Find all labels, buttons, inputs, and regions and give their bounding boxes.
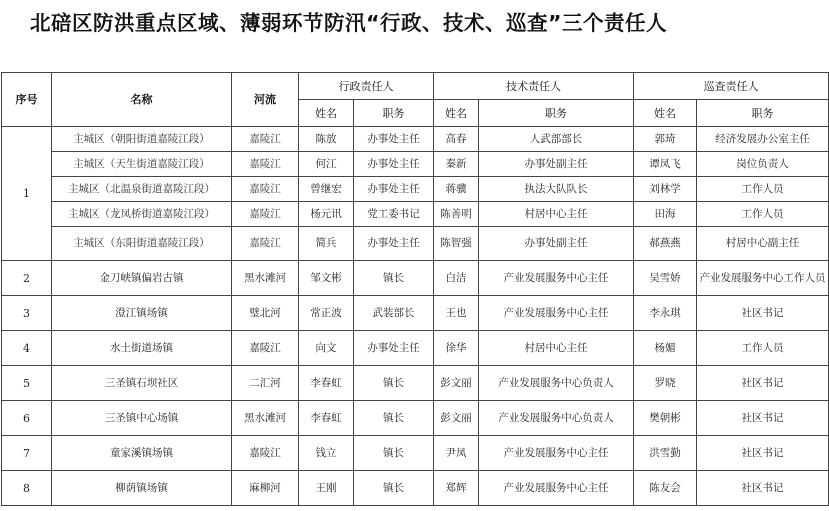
area-name: 主城区（龙凤桥街道嘉陵江段） — [52, 202, 232, 227]
area-name: 主城区（东阳街道嘉陵江段） — [52, 227, 232, 261]
admin-name: 曾继宏 — [299, 177, 354, 202]
patrol-name: 杨媚 — [634, 331, 697, 366]
tech-name: 彭文丽 — [434, 366, 479, 401]
tech-name: 陈智强 — [434, 227, 479, 261]
patrol-name: 陈友会 — [634, 471, 697, 506]
area-name: 澄江镇场镇 — [52, 296, 232, 331]
admin-name: 向文 — [299, 331, 354, 366]
admin-position: 办事处主任 — [354, 227, 434, 261]
admin-position: 党工委书记 — [354, 202, 434, 227]
area-name: 水土街道场镇 — [52, 331, 232, 366]
patrol-position: 工作人员 — [697, 202, 829, 227]
admin-position: 镇长 — [354, 401, 434, 436]
admin-position: 武装部长 — [354, 296, 434, 331]
river: 嘉陵江 — [232, 152, 299, 177]
tech-position: 产业发展服务中心负责人 — [479, 401, 634, 436]
row-index: 2 — [2, 261, 52, 296]
area-name: 三圣镇中心场镇 — [52, 401, 232, 436]
row-index: 4 — [2, 331, 52, 366]
table-row — [2, 471, 829, 506]
river: 黑水滩河 — [232, 401, 299, 436]
patrol-position: 村居中心副主任 — [697, 227, 829, 261]
patrol-position: 社区书记 — [697, 471, 829, 506]
tech-position: 产业发展服务中心主任 — [479, 471, 634, 506]
admin-name: 李春虹 — [299, 401, 354, 436]
tech-position: 人武部部长 — [479, 127, 634, 152]
table-row — [2, 227, 829, 261]
patrol-position: 社区书记 — [697, 401, 829, 436]
admin-position: 镇长 — [354, 436, 434, 471]
tech-position: 产业发展服务中心主任 — [479, 296, 634, 331]
admin-name: 杨元讯 — [299, 202, 354, 227]
admin-name: 邹文彬 — [299, 261, 354, 296]
header-tech-group: 技术责任人 — [434, 73, 634, 100]
table-row — [2, 401, 829, 436]
tech-name: 白洁 — [434, 261, 479, 296]
patrol-position: 社区书记 — [697, 366, 829, 401]
row-index: 7 — [2, 436, 52, 471]
patrol-position: 社区书记 — [697, 296, 829, 331]
admin-position: 镇长 — [354, 366, 434, 401]
table-row — [2, 436, 829, 471]
tech-name: 王也 — [434, 296, 479, 331]
admin-position: 办事处主任 — [354, 127, 434, 152]
tech-name: 郑辉 — [434, 471, 479, 506]
admin-name: 李春虹 — [299, 366, 354, 401]
header-name: 名称 — [52, 73, 232, 127]
patrol-position: 岗位负责人 — [697, 152, 829, 177]
patrol-name: 罗晓 — [634, 366, 697, 401]
tech-name: 陈善明 — [434, 202, 479, 227]
tech-position: 执法大队队长 — [479, 177, 634, 202]
area-name: 主城区（天生街道嘉陵江段） — [52, 152, 232, 177]
admin-position: 镇长 — [354, 261, 434, 296]
header-patrol-group: 巡查责任人 — [634, 73, 829, 100]
admin-name: 简兵 — [299, 227, 354, 261]
patrol-name: 谭凤飞 — [634, 152, 697, 177]
row-index: 1 — [2, 127, 52, 261]
table-row — [2, 331, 829, 366]
admin-name: 何江 — [299, 152, 354, 177]
header-tech-name: 姓名 — [434, 100, 479, 127]
admin-name: 常正波 — [299, 296, 354, 331]
river: 嘉陵江 — [232, 202, 299, 227]
tech-position: 产业发展服务中心负责人 — [479, 366, 634, 401]
river: 黑水滩河 — [232, 261, 299, 296]
tech-name: 高春 — [434, 127, 479, 152]
tech-name: 尹凤 — [434, 436, 479, 471]
admin-name: 陈放 — [299, 127, 354, 152]
table-row — [2, 127, 829, 152]
row-index: 8 — [2, 471, 52, 506]
river: 嘉陵江 — [232, 331, 299, 366]
header-river: 河流 — [232, 73, 299, 127]
area-name: 金刀峡镇偏岩古镇 — [52, 261, 232, 296]
table-row — [2, 152, 829, 177]
header-admin-position: 职务 — [354, 100, 434, 127]
patrol-name: 樊朝彬 — [634, 401, 697, 436]
row-index: 6 — [2, 401, 52, 436]
area-name: 三圣镇石坝社区 — [52, 366, 232, 401]
admin-position: 办事处主任 — [354, 177, 434, 202]
table-row — [2, 366, 829, 401]
admin-position: 办事处主任 — [354, 152, 434, 177]
tech-position: 村居中心主任 — [479, 202, 634, 227]
river: 嘉陵江 — [232, 436, 299, 471]
tech-position: 办事处副主任 — [479, 152, 634, 177]
header-index: 序号 — [2, 73, 52, 127]
patrol-position: 社区书记 — [697, 436, 829, 471]
river: 璧北河 — [232, 296, 299, 331]
patrol-name: 吴雪娇 — [634, 261, 697, 296]
patrol-position: 工作人员 — [697, 331, 829, 366]
tech-position: 产业发展服务中心主任 — [479, 436, 634, 471]
document-title: 北碚区防洪重点区域、薄弱环节防汛“行政、技术、巡查”三个责任人 — [30, 11, 667, 35]
table-row — [2, 202, 829, 227]
table-row — [2, 296, 829, 331]
header-patrol-position: 职务 — [697, 100, 829, 127]
patrol-name: 洪雪勤 — [634, 436, 697, 471]
header-patrol-name: 姓名 — [634, 100, 697, 127]
admin-name: 钱立 — [299, 436, 354, 471]
header-row-1 — [2, 73, 829, 100]
patrol-name: 刘林学 — [634, 177, 697, 202]
tech-position: 办事处副主任 — [479, 227, 634, 261]
tech-name: 彭文丽 — [434, 401, 479, 436]
row-index: 3 — [2, 296, 52, 331]
river: 嘉陵江 — [232, 227, 299, 261]
tech-name: 蒋骥 — [434, 177, 479, 202]
table-row — [2, 177, 829, 202]
header-admin-group: 行政责任人 — [299, 73, 434, 100]
header-tech-position: 职务 — [479, 100, 634, 127]
patrol-position: 工作人员 — [697, 177, 829, 202]
patrol-name: 郭琦 — [634, 127, 697, 152]
patrol-position: 经济发展办公室主任 — [697, 127, 829, 152]
tech-position: 产业发展服务中心主任 — [479, 261, 634, 296]
tech-position: 村居中心主任 — [479, 331, 634, 366]
area-name: 主城区（北温泉街道嘉陵江段） — [52, 177, 232, 202]
river: 嘉陵江 — [232, 177, 299, 202]
responsibility-table — [1, 72, 829, 506]
row-index: 5 — [2, 366, 52, 401]
area-name: 主城区（朝阳街道嘉陵江段） — [52, 127, 232, 152]
area-name: 童家溪镇场镇 — [52, 436, 232, 471]
tech-name: 徐华 — [434, 331, 479, 366]
admin-position: 办事处主任 — [354, 331, 434, 366]
river: 嘉陵江 — [232, 127, 299, 152]
patrol-position: 产业发展服务中心工作人员 — [697, 261, 829, 296]
admin-name: 王刚 — [299, 471, 354, 506]
patrol-name: 李永琪 — [634, 296, 697, 331]
table-row — [2, 261, 829, 296]
patrol-name: 田海 — [634, 202, 697, 227]
area-name: 柳荫镇场镇 — [52, 471, 232, 506]
tech-name: 秦新 — [434, 152, 479, 177]
admin-position: 镇长 — [354, 471, 434, 506]
river: 麻柳河 — [232, 471, 299, 506]
patrol-name: 郝燕燕 — [634, 227, 697, 261]
river: 二汇河 — [232, 366, 299, 401]
header-admin-name: 姓名 — [299, 100, 354, 127]
